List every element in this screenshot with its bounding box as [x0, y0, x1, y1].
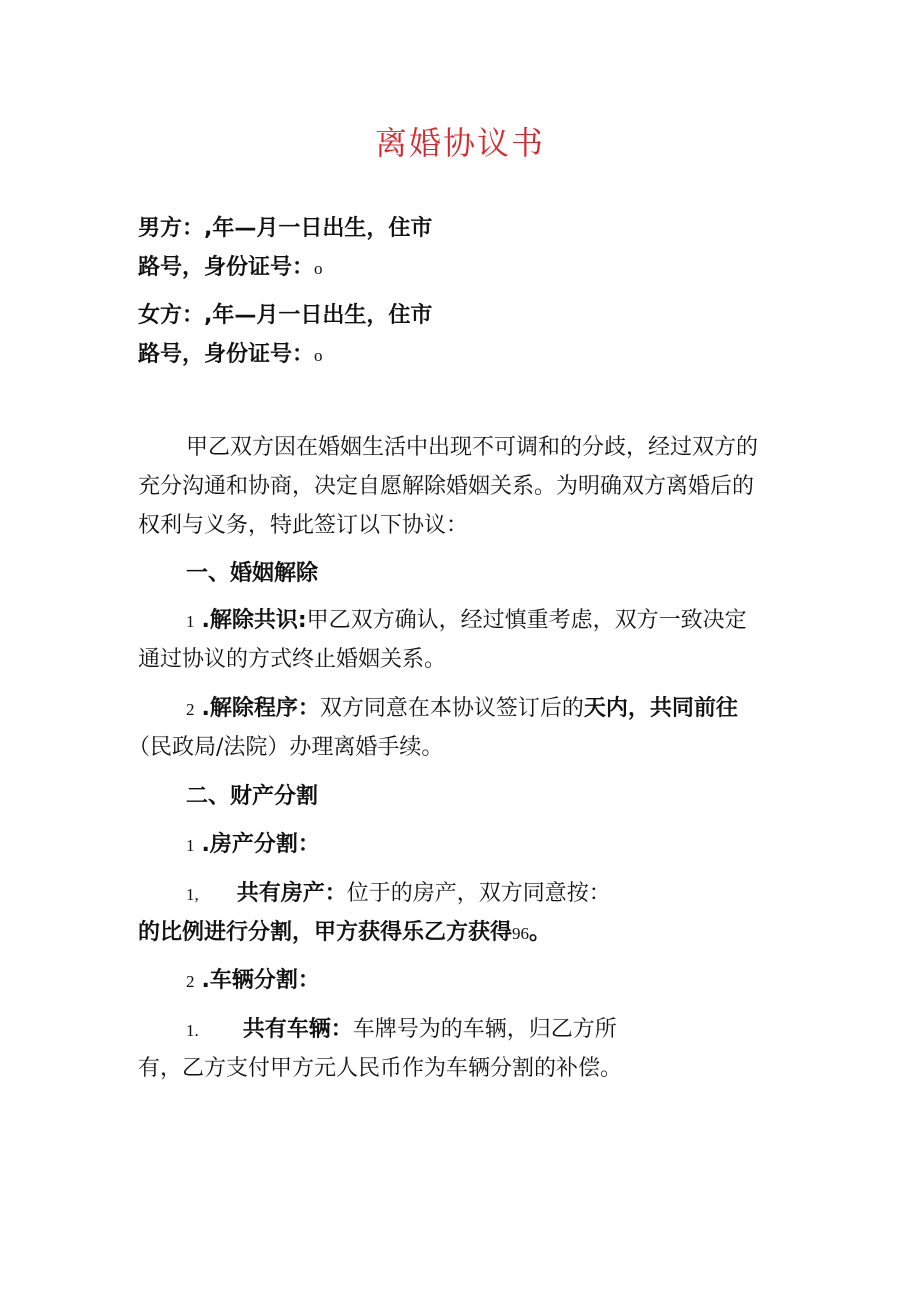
item-number: 1	[186, 612, 195, 631]
section-2-item-1	[186, 830, 320, 861]
item-number: 2	[186, 700, 195, 719]
male-id-label: 路号，身份证号：	[138, 255, 315, 280]
sub-title: 共有车辆：	[242, 1017, 353, 1042]
section-1-item-1	[186, 606, 747, 637]
sub-number: 1.	[186, 1021, 199, 1040]
item-title: .房产分割：	[201, 832, 320, 857]
female-id-label: 路号，身份证号：	[138, 342, 315, 367]
section-2-sub-2-line-2: 有，乙方支付甲方元人民币作为车辆分割的补偿。	[138, 1056, 623, 1081]
female-id-suffix: o	[314, 346, 323, 365]
sub-text: 车牌号为的车辆，归乙方所	[352, 1017, 617, 1042]
section-2-heading: 二、财产分割	[186, 784, 319, 809]
sub-text: 位于的房产，双方同意按：	[346, 881, 611, 906]
item-title: .解除程序：	[201, 696, 320, 721]
item-number: 1	[186, 836, 195, 855]
sub-number: 1,	[186, 885, 199, 904]
intro-line-3: 权利与义务，特此签订以下协议：	[138, 513, 469, 538]
female-party-line-1: 女方：,年—月一日出生，住市	[138, 303, 433, 328]
male-party-line-2	[138, 253, 323, 284]
section-1-heading: 一、婚姻解除	[186, 561, 319, 586]
section-2-sub-2	[186, 1015, 617, 1046]
male-id-suffix: o	[314, 259, 323, 278]
item-bold-text: 天内，共同前往	[583, 696, 738, 721]
item-number: 2	[186, 972, 195, 991]
sub-title: 共有房产：	[236, 881, 347, 906]
section-2-item-2	[186, 966, 320, 997]
female-party-line-2	[138, 340, 323, 371]
split-ratio-end: 。	[529, 920, 552, 945]
document-title: 离婚协议书	[374, 124, 545, 162]
item-text: 双方同意在本协议签订后的	[319, 696, 584, 721]
item-title: .解除共识:	[201, 608, 307, 633]
intro-line-2: 充分沟通和协商，决定自愿解除婚姻关系。为明确双方离婚后的	[138, 474, 755, 499]
split-ratio-text: 的比例进行分割，甲方获得乐乙方获得	[138, 920, 513, 945]
item-title: .车辆分割：	[201, 968, 320, 993]
intro-line-1: 甲乙双方因在婚姻生活中出现不可调和的分歧，经过双方的	[186, 435, 759, 460]
section-1-item-2	[186, 694, 738, 725]
item-text: 甲乙双方确认，经过慎重考虑，双方一致决定	[306, 608, 747, 633]
male-party-line-1: 男方：,年—月一日出生，住市	[138, 216, 433, 241]
section-1-item-1-line-2: 通过协议的方式终止婚姻关系。	[138, 647, 447, 672]
section-2-sub-1-line-2	[138, 918, 551, 949]
section-2-sub-1	[186, 879, 611, 910]
split-ratio-number: 96	[512, 924, 530, 943]
section-1-item-2-line-2: （民政局/法院）办理离婚手续。	[128, 735, 444, 760]
